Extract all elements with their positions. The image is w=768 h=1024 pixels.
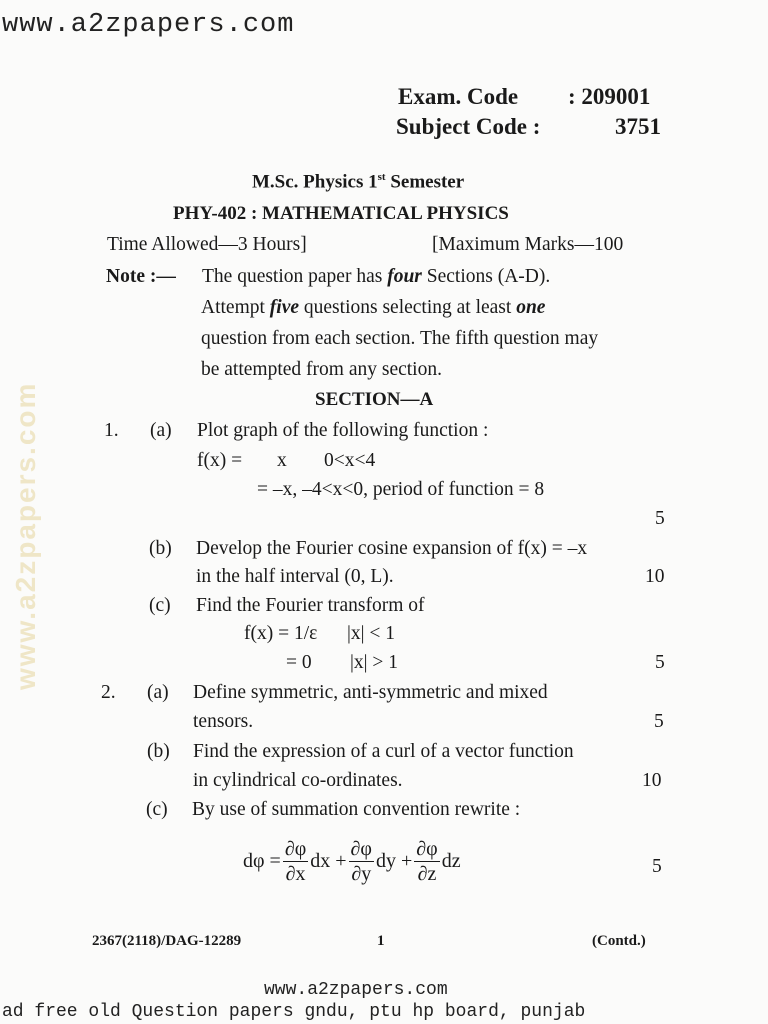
q2c-text: By use of summation convention rewrite : [192,799,521,820]
note-line-4: be attempted from any section. [201,359,442,380]
q2a-marks: 5 [654,711,664,732]
q1a-fx-domain: 0<x<4 [324,450,376,471]
q1c-text: Find the Fourier transform of [196,595,425,616]
time-allowed: Time Allowed—3 Hours] [107,234,307,255]
watermark-top-url: www.a2zpapers.com [2,10,295,40]
exam-code-label: Exam. Code [398,84,519,109]
q1b-marks: 10 [645,566,665,587]
q2-number: 2. [101,682,116,703]
footer-paper-code: 2367(2118)/DAG-12289 [92,933,242,949]
note-label: Note :— [106,266,176,287]
q1-number: 1. [104,420,119,441]
eq-term-dy: dy + [375,850,413,872]
q2c-marks: 5 [652,856,662,877]
q2b-marks: 10 [642,770,662,791]
q2a-line-2: tensors. [193,711,254,732]
watermark-bottom-url: www.a2zpapers.com [264,980,448,1000]
q2a-label: (a) [147,682,169,703]
note-line-3: question from each section. The fifth question may [201,328,599,349]
q2b-line-2: in cylindrical co-ordinates. [193,770,403,791]
q1a-marks: 5 [655,508,665,529]
q1b-line-2: in the half interval (0, L). [196,566,394,587]
paper-title: PHY-402 : MATHEMATICAL PHYSICS [173,203,509,224]
eq-term-dz: dz [441,850,461,872]
side-watermark: www.a2zpapers.com [10,381,41,690]
q1a-label: (a) [150,420,172,441]
note-line-2: Attempt five questions selecting at least one [201,297,546,318]
q1a-fx-value: x [277,450,287,471]
subject-code-label: Subject Code : [396,114,541,139]
footer-page-number: 1 [377,933,385,949]
course-title: M.Sc. Physics 1st Semester [252,171,465,193]
maximum-marks: [Maximum Marks—100 [432,234,624,255]
q1c-fx-domain-1: |x| < 1 [347,623,396,644]
q1a-text: Plot graph of the following function : [197,420,489,441]
q1c-fx-lhs: f(x) = 1/ε [244,623,318,644]
q2c-equation [243,838,461,885]
q1c-marks: 5 [655,652,665,673]
watermark-bottom-line: ad free old Question papers gndu, ptu hp board, punjab [2,1002,586,1022]
eq-fraction-y: $\frac{\partial\varphi}{\partial y}$ [350,838,372,885]
q1a-fx-line-2: = –x, –4<x<0, period of function = 8 [257,479,545,500]
q2a-line-1: Define symmetric, anti-symmetric and mixed [193,682,548,703]
q1a-fx-lhs: f(x) = [197,450,243,471]
q1c-fx-value-2: = 0 [286,652,312,673]
footer-contd: (Contd.) [592,933,646,949]
q2b-label: (b) [147,741,170,762]
q1c-label: (c) [149,595,171,616]
note-line-1: The question paper has four Sections (A-D). [202,266,551,287]
subject-code-value: 3751 [615,114,661,139]
q1b-line-1: Develop the Fourier cosine expansion of f(x) = –x [196,538,588,559]
eq-lhs: dφ = [243,850,281,872]
q2b-line-1: Find the expression of a curl of a vector function [193,741,574,762]
q1b-label: (b) [149,538,172,559]
q1c-fx-domain-2: |x| > 1 [350,652,399,673]
eq-fraction-z: $\frac{\partial\varphi}{\partial z}$ [416,838,438,885]
exam-code-value: : 209001 [568,84,651,109]
section-title: SECTION—A [315,389,434,410]
q2c-label: (c) [146,799,168,820]
eq-fraction-x: $\frac{\partial\varphi}{\partial x}$ [284,838,307,885]
eq-term-dx: dx + [310,850,347,872]
